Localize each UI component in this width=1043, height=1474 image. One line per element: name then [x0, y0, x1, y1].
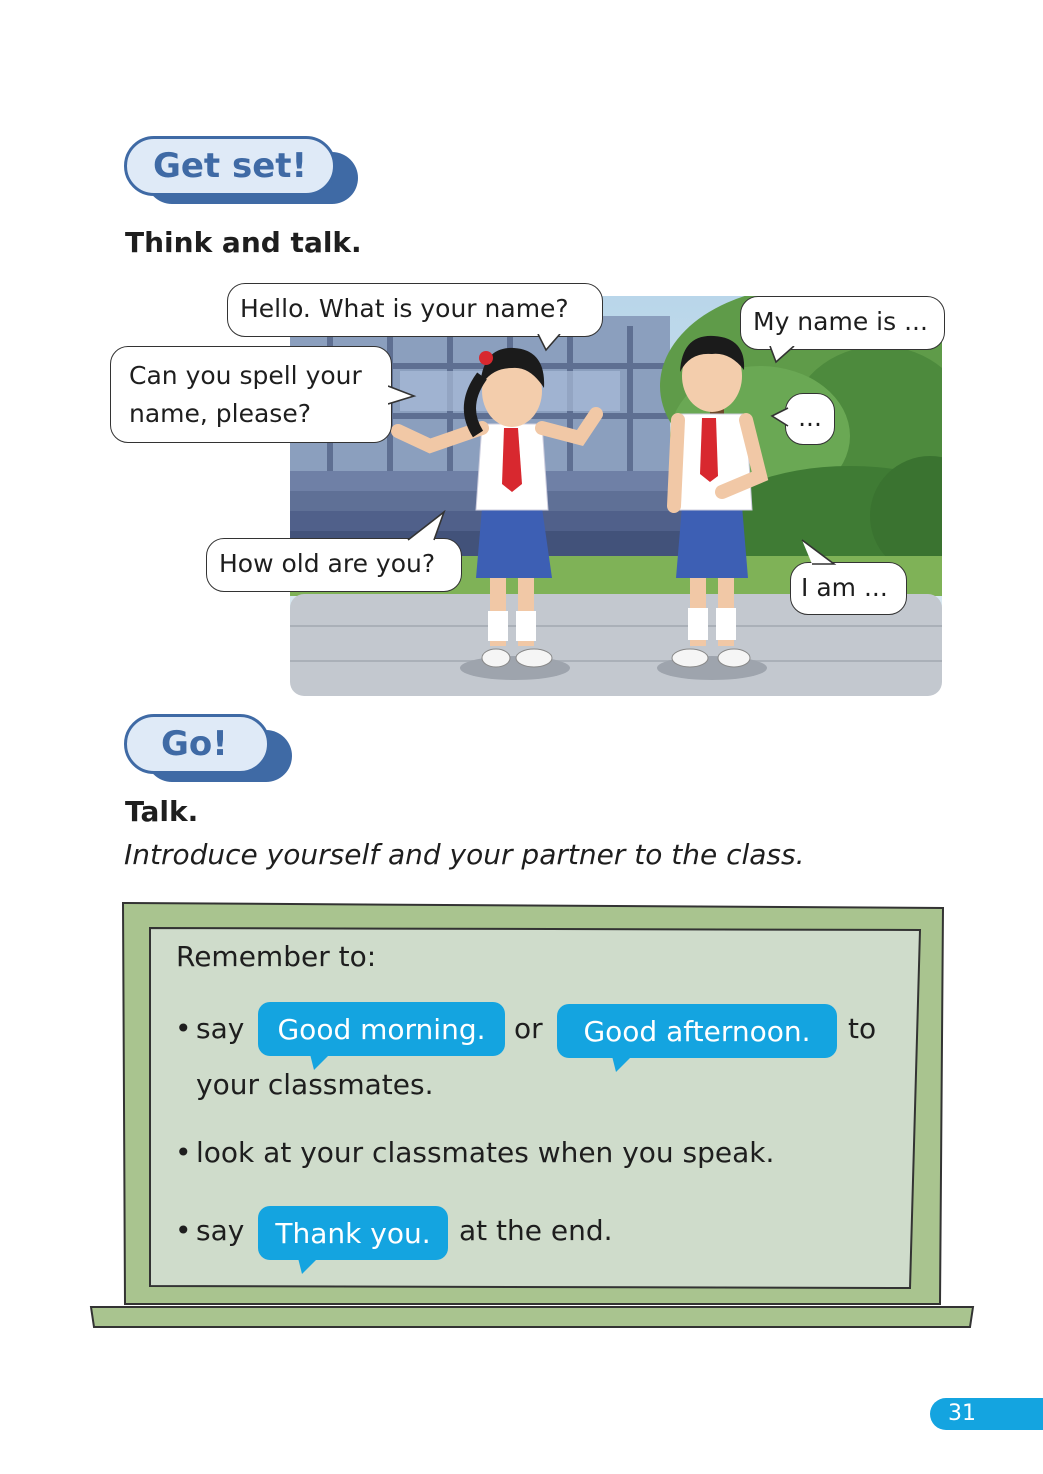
instruction-text: Introduce yourself and your partner to the class. [124, 838, 805, 871]
spell-line-1: Can you spell your [129, 361, 362, 390]
speech-bubble-i-am: I am ... [790, 562, 907, 615]
bubble-tail [388, 380, 418, 410]
speech-bubble-dots: ... [785, 393, 835, 445]
bullet: • [175, 1214, 192, 1247]
chip-tail [298, 1258, 320, 1276]
get-set-badge: Get set! [124, 136, 360, 206]
board-title: Remember to: [176, 940, 377, 973]
speech-bubble-hello: Hello. What is your name? [227, 283, 603, 337]
think-and-talk-heading: Think and talk. [125, 226, 362, 259]
speech-bubble-my-name: My name is ... [740, 296, 945, 350]
item3-rest: at the end. [459, 1214, 613, 1247]
bullet: • [175, 1012, 192, 1045]
item3-say: say [196, 1214, 245, 1247]
item2-text: look at your classmates when you speak. [196, 1136, 775, 1169]
item1-say: say [196, 1012, 245, 1045]
chip-thank-you: Thank you. [258, 1206, 448, 1260]
go-badge: Go! [124, 714, 294, 784]
bubble-tail [532, 334, 572, 354]
item1-to: to [848, 1012, 877, 1045]
speech-bubble-age: How old are you? [206, 538, 462, 592]
speech-bubble-spell [110, 346, 392, 443]
bubble-tail [404, 510, 448, 542]
chip-tail [612, 1056, 634, 1074]
bubble-tail [766, 346, 806, 366]
chip-good-morning: Good morning. [258, 1002, 505, 1056]
item1-line2: your classmates. [196, 1068, 434, 1101]
talk-heading: Talk. [125, 795, 199, 828]
chip-good-afternoon: Good afternoon. [557, 1004, 837, 1058]
bubble-tail [770, 406, 790, 430]
bullet: • [175, 1136, 192, 1169]
bubble-tail [798, 538, 838, 566]
spell-line-2: name, please? [129, 399, 311, 428]
item1-or: or [514, 1012, 543, 1045]
page-number: 31 [930, 1398, 1043, 1430]
